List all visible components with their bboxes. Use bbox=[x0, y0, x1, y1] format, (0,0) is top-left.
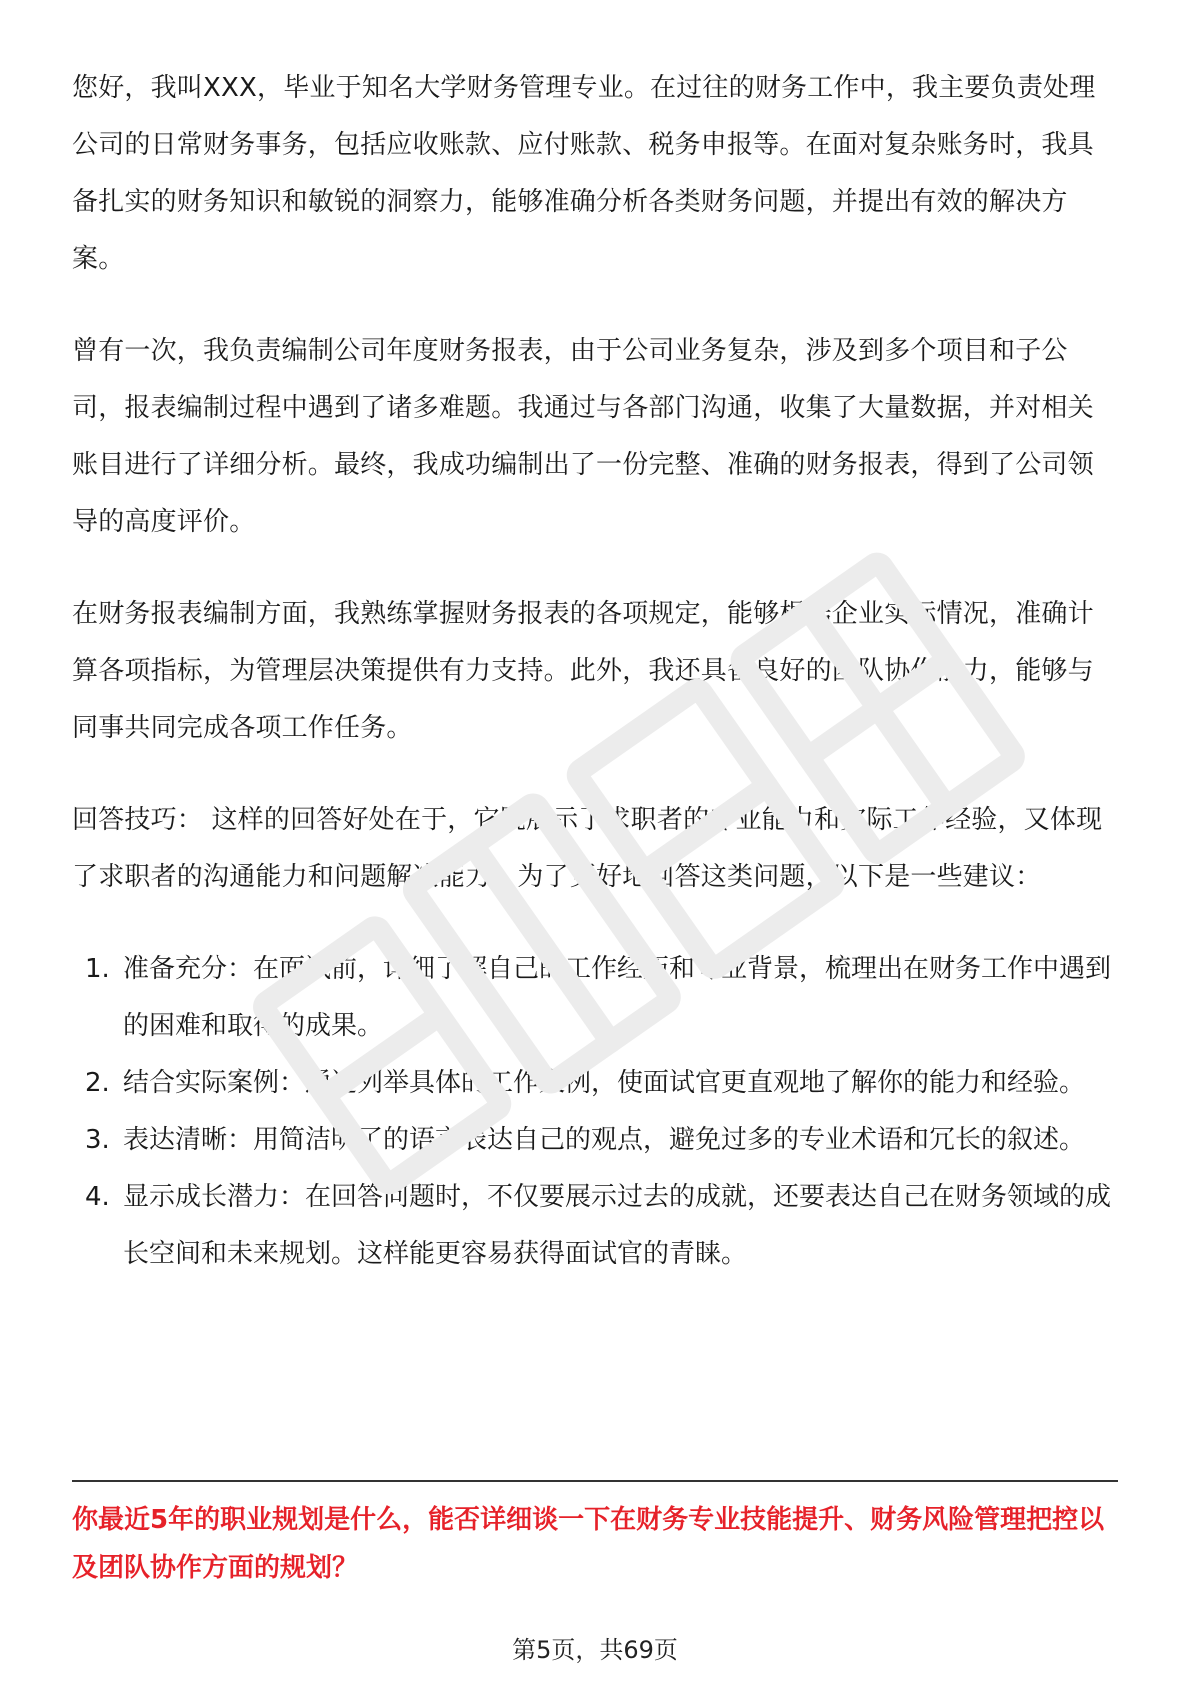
document-body bbox=[72, 60, 1118, 1283]
list-item bbox=[72, 1055, 1118, 1112]
list-item-number: 2. bbox=[85, 1068, 110, 1098]
list-item-text: 表达清晰：用简洁明了的语言表达自己的观点，避免过多的专业术语和冗长的叙述。 bbox=[123, 1125, 1086, 1155]
list-item bbox=[72, 1112, 1118, 1169]
answer-paragraph-3: 在财务报表编制方面，我熟练掌握财务报表的各项规定，能够根据企业实际情况，准确计算各项指标，为管理层决策提供有力支持。此外，我还具备良好的团队协作能力，能够与同事共同完成各项工作任务。 bbox=[72, 599, 1094, 743]
answer-paragraph-1: 您好，我叫XXX，毕业于知名大学财务管理专业。在过往的财务工作中，我主要负责处理公司的日常财务事务，包括应收账款、应付账款、税务申报等。在面对复杂账务时，我具备扎实的财务知识和敏锐的洞察力，能够准确分析各类财务问题，并提出有效的解决方案。 bbox=[72, 73, 1096, 274]
list-item-number: 1. bbox=[85, 954, 110, 984]
section-divider bbox=[72, 1480, 1118, 1482]
tips-list bbox=[72, 941, 1118, 1283]
list-item-number: 3. bbox=[85, 1125, 110, 1155]
list-item bbox=[72, 941, 1118, 1055]
list-item bbox=[72, 1169, 1118, 1283]
page-footer: 第5页，共69页 bbox=[512, 1636, 678, 1664]
list-item-number: 4. bbox=[85, 1182, 110, 1212]
next-question-heading: 你最近5年的职业规划是什么，能否详细谈一下在财务专业技能提升、财务风险管理把控以及团队协作方面的规划？ bbox=[72, 1505, 1105, 1583]
answer-tips-paragraph: 回答技巧： 这样的回答好处在于，它既展示了求职者的专业能力和实际工作经验，又体现了求职者的沟通能力和问题解决能力。为了更好地回答这类问题，以下是一些建议： bbox=[72, 805, 1103, 892]
list-item-text: 准备充分：在面试前，详细了解自己的工作经历和专业背景，梳理出在财务工作中遇到的困难和取得的成果。 bbox=[123, 954, 1112, 1041]
list-item-text: 显示成长潜力：在回答问题时，不仅要展示过去的成就，还要表达自己在财务领域的成长空间和未来规划。这样能更容易获得面试官的青睐。 bbox=[123, 1182, 1112, 1269]
list-item-text: 结合实际案例：通过列举具体的工作案例，使面试官更直观地了解你的能力和经验。 bbox=[123, 1068, 1086, 1098]
answer-paragraph-2: 曾有一次，我负责编制公司年度财务报表，由于公司业务复杂，涉及到多个项目和子公司，报表编制过程中遇到了诸多难题。我通过与各部门沟通，收集了大量数据，并对相关账目进行了详细分析。最终，我成功编制出了一份完整、准确的财务报表，得到了公司领导的高度评价。 bbox=[72, 336, 1094, 537]
